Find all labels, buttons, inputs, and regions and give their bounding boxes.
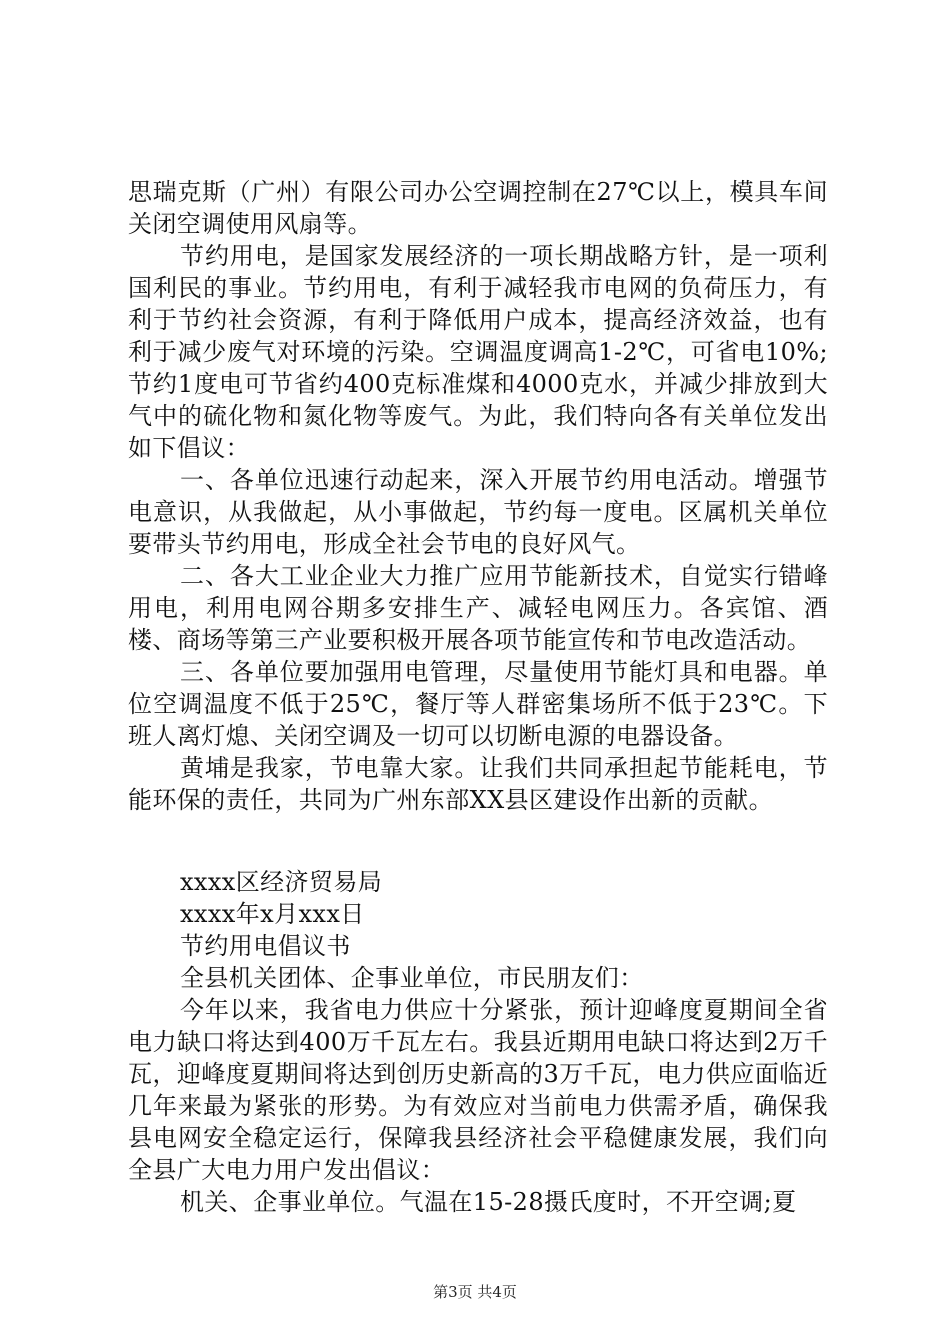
- page-number: 第3页 共4页: [433, 1283, 517, 1301]
- signature-organization: xxxx区经济贸易局: [180, 868, 383, 896]
- salutation: 全县机关团体、企事业单位，市民朋友们：: [180, 964, 644, 992]
- signature-date: xxxx年x月xxx日: [180, 900, 365, 928]
- document-title: 节约用电倡议书: [180, 932, 351, 960]
- paragraph-agencies-guidance: 机关、企事业单位。气温在15-28摄氏度时，不开空调;夏: [180, 1188, 797, 1216]
- paragraph-company-aircon: 思瑞克斯（广州）有限公司办公空调控制在27℃以上，模具车间关闭空调使用风扇等。: [128, 178, 828, 238]
- paragraph-power-shortage: 今年以来，我省电力供应十分紧张，预计迎峰度夏期间全省电力缺口将达到400万千瓦左右。我县近期用电缺口将达到2万千瓦，迎峰度夏期间将达到创历史新高的3万千瓦，电力供应面临近几年来最为紧张的形势。为有效应对当前电力供需矛盾，确保我县电网安全稳定运行，保障我县经济社会平稳健康发展，我们向全县广大电力用户发出倡议：: [128, 996, 828, 1184]
- paragraph-proposal-2: 二、各大工业企业大力推广应用节能新技术，自觉实行错峰用电，利用电网谷期多安排生产、减轻电网压力。各宾馆、酒楼、商场等第三产业要积极开展各项节能宣传和节电改造活动。: [128, 562, 828, 654]
- paragraph-energy-saving-policy: 节约用电，是国家发展经济的一项长期战略方针，是一项利国利民的事业。节约用电，有利于减轻我市电网的负荷压力，有利于节约社会资源，有利于降低用户成本，提高经济效益，也有利于减少废气对环境的污染。空调温度调高1-2℃，可省电10%;节约1度电可节省约400克标准煤和4000克水，并减少排放到大气中的硫化物和氮化物等废气。为此，我们特向各有关单位发出如下倡议：: [128, 242, 828, 462]
- paragraph-closing-call: 黄埔是我家，节电靠大家。让我们共同承担起节能耗电，节能环保的责任，共同为广州东部XX县区建设作出新的贡献。: [128, 754, 828, 814]
- section-spacer: [128, 816, 828, 866]
- paragraph-proposal-1: 一、各单位迅速行动起来，深入开展节约用电活动。增强节电意识，从我做起，从小事做起，节约每一度电。区属机关单位要带头节约用电，形成全社会节电的良好风气。: [128, 466, 828, 558]
- document-body: [128, 176, 828, 1218]
- paragraph-proposal-3: 三、各单位要加强用电管理，尽量使用节能灯具和电器。单位空调温度不低于25℃，餐厅等人群密集场所不低于23℃。下班人离灯熄、关闭空调及一切可以切断电源的电器设备。: [128, 658, 828, 750]
